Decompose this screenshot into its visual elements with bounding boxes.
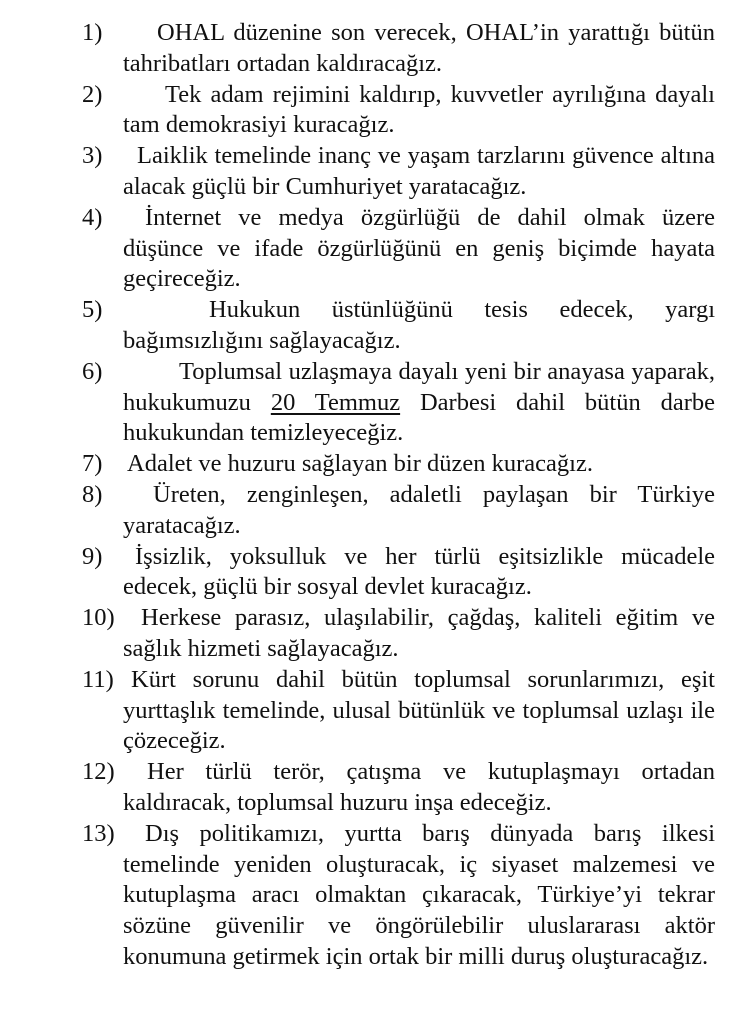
list-item [0,449,715,480]
underlined-date: 20 Temmuz [270,388,401,416]
item-text: Kürt sorunu dahil bütün toplumsal sorunlarımızı, eşit yurttaşlık temelinde, ulusal bütünlük ve toplumsal uzlaşı ile çözeceğiz. [123,665,715,755]
numbered-list [0,18,748,973]
list-item [0,542,715,604]
item-number: 11) [82,665,114,693]
list-item [0,480,715,542]
item-number: 6) [82,357,103,385]
list-item [0,665,715,757]
item-text: Her türlü terör, çatışma ve kutuplaşmayı ortadan kaldıracak, toplumsal huzuru inşa edeceğiz. [123,758,715,816]
item-number: 12) [82,758,115,786]
item-number: 1) [82,19,103,46]
item-text-part: Toplumsal uzlaşmaya dayalı yeni bir anayasa yaparak, hukukumuzu [123,357,715,416]
item-text: Adalet ve huzuru sağlayan bir düzen kuracağız. [127,450,593,478]
item-text: Herkese parasız, ulaşılabilir, çağdaş, kaliteli eğitim ve sağlık hizmeti sağlayacağız. [123,604,715,662]
item-number: 10) [82,604,115,632]
item-text [123,357,715,449]
item-number: 2) [82,80,103,108]
item-text: OHAL düzenine son verecek, OHAL’in yarattığı bütün tahribatları ortadan kaldıracağız. [123,19,715,77]
list-item [0,18,715,80]
item-number: 7) [82,450,103,478]
list-item [0,819,715,973]
item-number: 4) [82,203,103,231]
item-text: Üreten, zenginleşen, adaletli paylaşan bir Türkiye yaratacağız. [123,480,715,539]
list-item [0,295,715,357]
item-number: 3) [82,142,103,170]
item-text: İnternet ve medya özgürlüğü de dahil olmak üzere düşünce ve ifade özgürlüğünü en geniş biçimde hayata geçireceğiz. [123,203,715,293]
item-text: Dış politikamızı, yurtta barış dünyada barış ilkesi temelinde yeniden oluşturacak, iç siyaset malzemesi ve kutuplaşma aracı olmaktan çıkaracak, Türkiye’yi tekrar sözüne güvenilir ve öngörülebilir uluslararası aktör konumuna getirmek için ortak bir milli duruş oluşturacağız. [123,819,715,970]
item-number: 5) [82,296,103,324]
item-text: Tek adam rejimini kaldırıp, kuvvetler ayrılığına dayalı tam demokrasiyi kuracağız. [123,80,715,139]
item-number: 13) [82,819,115,847]
list-item [0,203,715,295]
item-text: İşsizlik, yoksulluk ve her türlü eşitsizlikle mücadele edecek, güçlü bir sosyal devlet kuracağız. [123,542,715,601]
item-number: 8) [82,480,103,508]
list-item [0,603,715,665]
item-text: Laiklik temelinde inanç ve yaşam tarzlarını güvence altına alacak güçlü bir Cumhuriyet yaratacağız. [123,142,715,200]
item-text: Hukukun üstünlüğünü tesis edecek, yargı bağımsızlığını sağlayacağız. [123,296,715,354]
item-text-part: Darbesi dahil bütün darbe hukukundan temizleyeceğiz. [123,388,715,447]
list-item [0,757,715,819]
list-item [0,357,715,449]
list-item [0,141,715,203]
item-number: 9) [82,542,103,570]
list-item [0,80,715,142]
